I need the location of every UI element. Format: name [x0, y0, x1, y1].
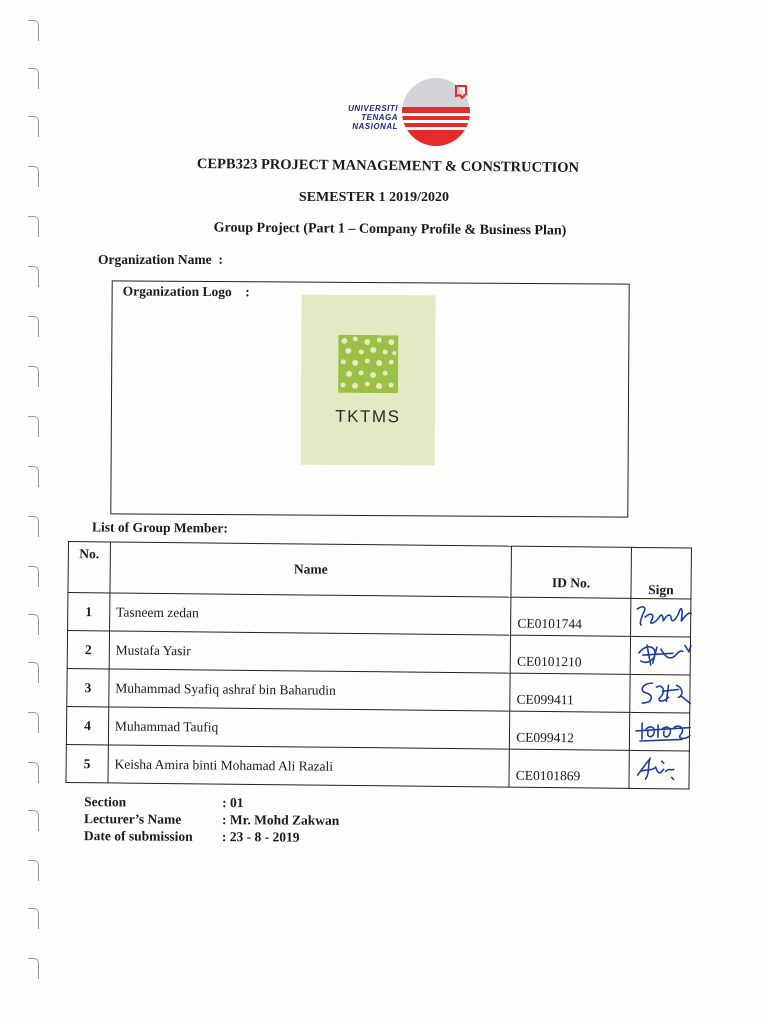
member-name: Mustafa Yasir	[109, 631, 511, 673]
binder-hole	[28, 614, 39, 635]
signature-icon	[631, 753, 693, 784]
member-signature	[629, 712, 690, 751]
organization-logo-colon: :	[245, 284, 250, 300]
organization-logo-label	[123, 283, 250, 300]
member-name: Keisha Amira binti Mohamad Ali Razali	[108, 745, 510, 787]
organization-name-text: Organization Name	[98, 252, 212, 267]
university-line-2: TENAGA	[361, 113, 398, 122]
member-signature	[630, 598, 691, 637]
date-row	[84, 827, 339, 846]
member-signature	[630, 636, 691, 675]
member-signature	[629, 674, 690, 713]
project-title: Group Project (Part 1 – Company Profile & Business Plan)	[213, 220, 567, 239]
leopard-pattern-icon	[338, 335, 398, 393]
binder-hole	[28, 566, 39, 587]
table-row	[66, 706, 689, 751]
binder-hole	[28, 416, 39, 437]
lecturer-row	[84, 810, 339, 829]
binder-hole	[28, 266, 39, 287]
member-id: CE099411	[510, 673, 630, 712]
member-table	[65, 541, 691, 790]
lecturer-value: : Mr. Mohd Zakwan	[221, 812, 340, 828]
member-no: 4	[66, 706, 108, 744]
binder-hole	[28, 810, 39, 831]
header-sign: Sign	[631, 547, 692, 599]
member-name: Muhammad Syafiq ashraf bin Baharudin	[109, 669, 511, 711]
university-line-3: NASIONAL	[352, 122, 398, 131]
header-name: Name	[110, 542, 512, 597]
binder-hole	[28, 712, 39, 733]
signature-icon	[632, 677, 694, 708]
binder-hole	[28, 466, 39, 487]
member-signature	[629, 750, 690, 789]
binder-hole	[28, 908, 39, 929]
binder-hole	[28, 958, 39, 979]
section-value: : 01	[222, 795, 244, 811]
binder-hole	[28, 20, 39, 41]
university-line-1: UNIVERSITI	[348, 104, 398, 113]
university-logo	[310, 76, 476, 148]
binder-hole	[28, 762, 39, 783]
semester-title: SEMESTER 1 2019/2020	[298, 190, 450, 205]
header-id: ID No.	[511, 546, 631, 598]
tktms-logo	[301, 295, 436, 466]
binder-hole	[28, 316, 39, 337]
signature-icon	[632, 715, 694, 746]
binder-hole	[28, 662, 39, 683]
uniten-emblem-icon	[398, 76, 476, 148]
submission-info	[84, 793, 340, 846]
member-no: 2	[67, 631, 109, 669]
university-name	[310, 104, 398, 131]
member-no: 5	[66, 744, 108, 782]
member-id: CE0101869	[509, 749, 629, 788]
binder-hole	[28, 116, 39, 137]
date-label: Date of submission	[83, 828, 193, 844]
tktms-logo-text: TKTMS	[335, 406, 401, 427]
table-row	[68, 593, 691, 638]
member-id: CE0101210	[510, 635, 630, 674]
member-table-header	[68, 542, 691, 600]
binder-hole	[28, 366, 39, 387]
member-name: Muhammad Taufiq	[108, 707, 510, 749]
binder-hole	[28, 68, 39, 89]
signature-icon	[632, 639, 694, 670]
organization-logo-text: Organization Logo	[122, 283, 232, 300]
member-id: CE0101744	[511, 597, 631, 636]
section-row	[84, 793, 339, 812]
binder-hole	[28, 516, 39, 537]
table-row	[67, 668, 690, 713]
member-id: CE099412	[510, 711, 630, 750]
member-no: 3	[67, 668, 109, 706]
date-value: : 23 - 8 - 2019	[221, 829, 300, 845]
lecturer-label: Lecturer’s Name	[83, 811, 182, 827]
organization-name-colon: :	[218, 252, 223, 267]
section-label: Section	[84, 794, 127, 810]
signature-icon	[633, 601, 695, 632]
table-row	[66, 744, 689, 789]
organization-name-label	[98, 252, 223, 268]
header-no: No.	[68, 542, 110, 593]
member-list-title: List of Group Member:	[91, 519, 228, 536]
organization-logo-box	[110, 280, 629, 517]
member-name: Tasneem zedan	[109, 593, 511, 635]
binder-hole	[28, 860, 39, 881]
course-title: CEPB323 PROJECT MANAGEMENT & CONSTRUCTION	[196, 155, 580, 177]
member-no: 1	[68, 593, 110, 631]
table-row	[67, 631, 690, 676]
